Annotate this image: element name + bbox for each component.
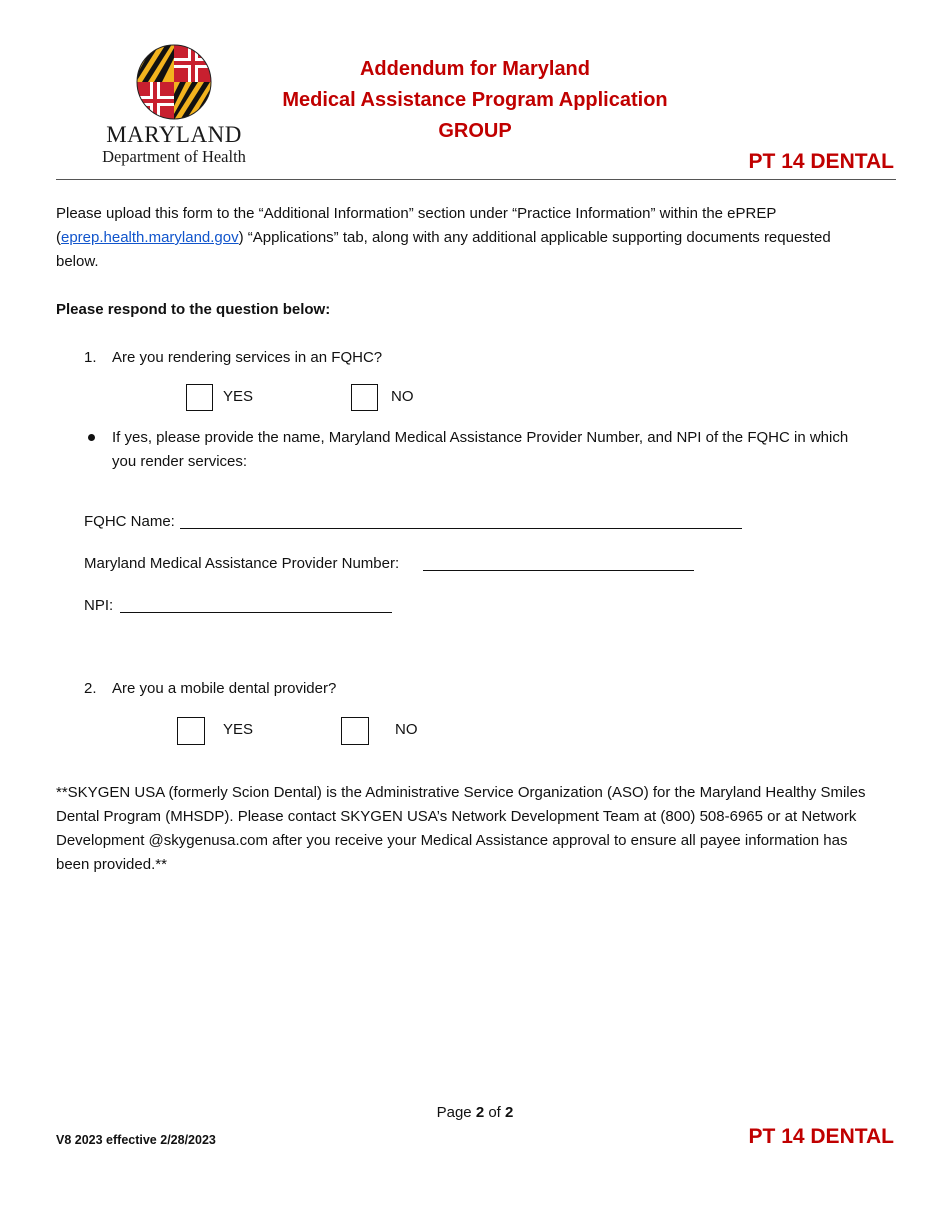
provider-number-label: Maryland Medical Assistance Provider Number: — [84, 555, 400, 572]
intro-paragraph — [56, 202, 906, 274]
note-line-1: **SKYGEN USA (formerly Scion Dental) is the Administrative Service Organization (ASO) for the Maryland Healthy Smiles — [56, 784, 866, 801]
header-divider — [56, 179, 896, 180]
q1-yes-label: YES — [223, 388, 254, 405]
skygen-note — [56, 781, 916, 877]
intro-paren: ( — [56, 229, 61, 246]
footer-form-code: PT 14 DENTAL — [748, 1125, 894, 1148]
npi-label: NPI: — [84, 597, 114, 614]
intro-after-link: ) “Applications” tab, along with any additional applicable supporting documents requested — [238, 229, 831, 246]
page-of: of — [488, 1104, 501, 1121]
title-line-1: Addendum for Maryland — [359, 58, 590, 80]
q2-yes-label: YES — [223, 721, 254, 738]
q1-no-label: NO — [391, 388, 414, 405]
intro-line-2 — [56, 226, 906, 250]
instruction-heading: Please respond to the question below: — [56, 301, 331, 318]
eprep-link[interactable]: eprep.health.maryland.gov — [61, 229, 239, 246]
note-line-3: Development @skygenusa.com after you receive your Medical Assistance approval to ensure all payee information has — [56, 832, 848, 849]
note-line-4: been provided.** — [56, 856, 167, 873]
version-text: V8 2023 effective 2/28/2023 — [56, 1133, 216, 1147]
fqhc-bullet-text — [112, 426, 912, 474]
provider-number-field[interactable] — [423, 552, 694, 571]
title-line-2: Medical Assistance Program Application — [282, 89, 668, 111]
title-line-3: GROUP — [438, 120, 512, 142]
header-form-code: PT 14 DENTAL — [748, 150, 894, 173]
fqhc-name-field[interactable] — [180, 510, 742, 529]
note-line-2: Dental Program (MHSDP). Please contact SKYGEN USA’s Network Development Team at (800) 508-6965 or at Network — [56, 808, 857, 825]
fqhc-bullet-line-2: you render services: — [112, 453, 248, 470]
page-number — [0, 1101, 950, 1125]
q1-no-checkbox[interactable] — [351, 384, 378, 411]
npi-field[interactable] — [120, 594, 392, 613]
logo-department: Department of Health — [102, 147, 246, 166]
fqhc-name-label: FQHC Name: — [84, 513, 175, 530]
q2-no-checkbox[interactable] — [341, 717, 369, 745]
fqhc-bullet-line-1: If yes, please provide the name, Maryland Medical Assistance Provider Number, and NPI of the FQHC in which — [112, 429, 849, 446]
intro-line-1: Please upload this form to the “Additional Information” section under “Practice Information” within the ePREP — [56, 205, 777, 222]
intro-line-3: below. — [56, 253, 99, 270]
question-2-number: 2. — [84, 680, 97, 697]
q1-yes-checkbox[interactable] — [186, 384, 213, 411]
page-current: 2 — [475, 1104, 485, 1121]
question-2-text: Are you a mobile dental provider? — [112, 680, 337, 697]
question-1-number: 1. — [84, 349, 97, 366]
question-1-text: Are you rendering services in an FQHC? — [112, 349, 383, 366]
page-total: 2 — [505, 1104, 514, 1121]
logo-wordmark: MARYLAND — [106, 122, 242, 147]
bullet-icon — [88, 434, 95, 441]
q2-no-label: NO — [395, 721, 418, 738]
page-prefix: Page — [436, 1104, 472, 1121]
q2-yes-checkbox[interactable] — [177, 717, 205, 745]
